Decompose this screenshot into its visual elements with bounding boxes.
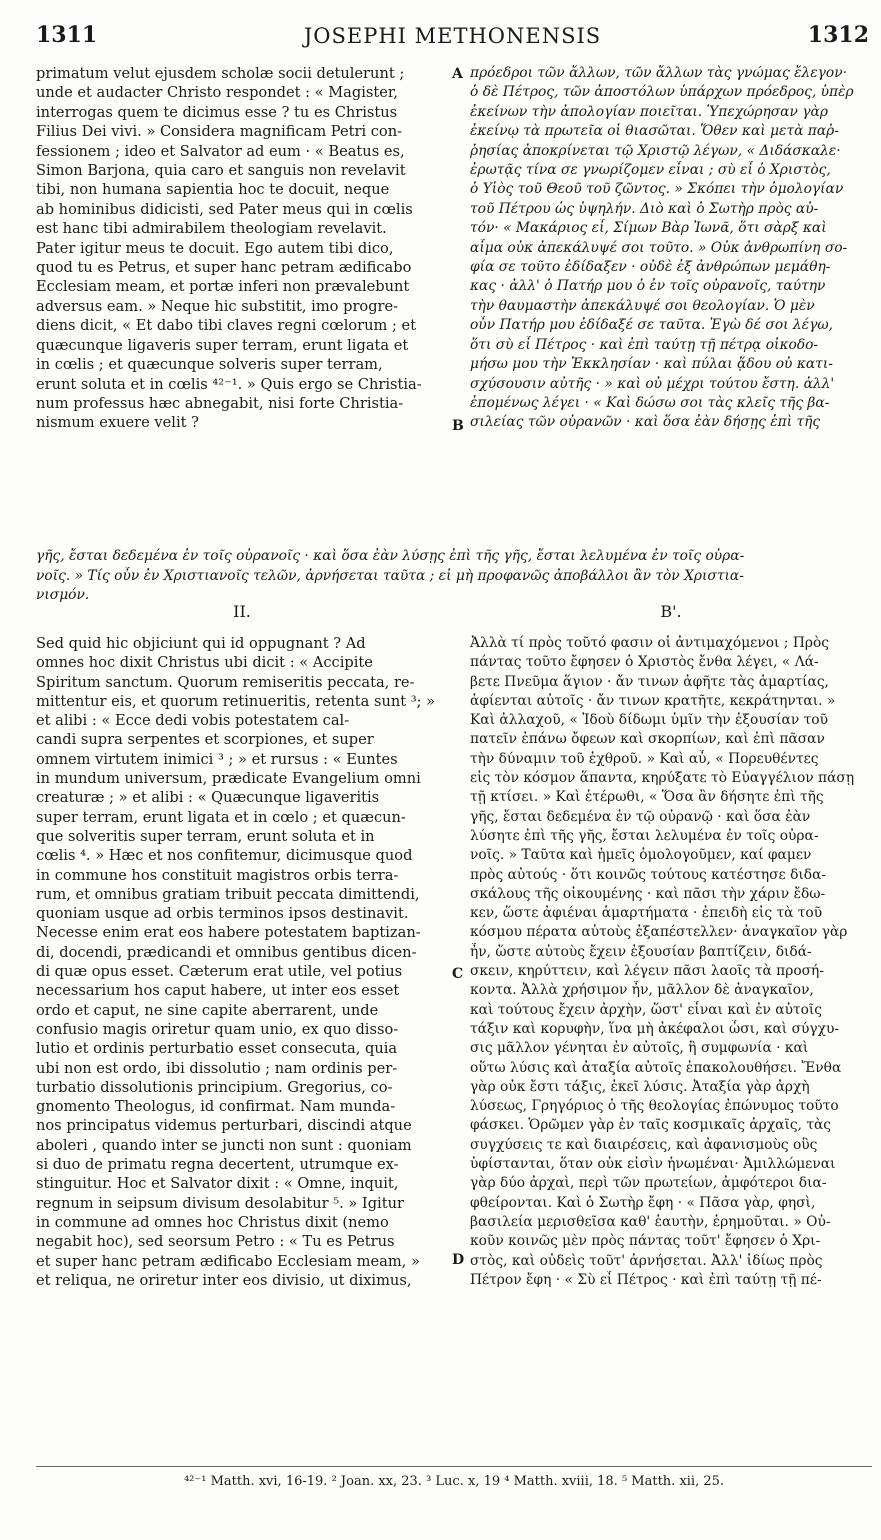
page-number-left: 1311 [36,22,98,48]
greek-text-line: ῥησίας ἀποκρίνεται τῷ Χριστῷ λέγων, « Διδάσκαλε· [470,142,841,159]
latin-text-line: et reliqua, ne oriretur inter eos divisio, ut diximus, [36,1271,412,1289]
margin-letter-d: D [452,1252,465,1268]
latin-text-line: tibi, non humana sapientia hoc te docuit, neque [36,181,390,199]
running-title: JOSEPHI METHONENSIS [303,24,602,48]
greek-text-line: τῇ κτίσει. » Καὶ ἑτέρωθι, « Ὅσα ἂν δήσητε ἐπὶ τῆς [470,789,824,806]
greek-text-line: ἐκείνων τὴν ἀπολογίαν ποιεῖται. Ὑπεχώρησαν γὰρ [470,103,828,120]
latin-text-line: Pater igitur meus te docuit. Ego autem tibi dico, [36,239,394,257]
running-header [36,22,869,62]
margin-letter-b: B [452,418,464,434]
latin-text-line: fessionem ; ideo et Salvator ad eum · « Beatus es, [36,142,405,160]
greek-text-line: Καὶ ἀλλαχοῦ, « Ἰδοὺ δίδωμι ὑμῖν τὴν ἐξουσίαν τοῦ [470,712,828,729]
latin-text-line: gnomento Theologus, id confirmat. Nam munda- [36,1098,396,1116]
latin-text-line: Simon Barjona, quia caro et sanguis non revelavit [36,162,406,180]
greek-text-line: ὁ Υἱὸς τοῦ Θεοῦ τοῦ ζῶντος. » Σκόπει τὴν ὁμολογίαν [470,181,844,198]
latin-text-line: ubi non est ordo, ibi dissolutio ; nam ordinis per- [36,1059,398,1077]
latin-text-line: lutio et ordinis perturbatio esset consecuta, quia [36,1040,398,1058]
latin-text-line: aboleri , quando inter se juncti non sunt : quoniam [36,1136,412,1154]
greek-full-line-2-text: νοῖς. » Τίς οὖν ἐν Χριστιανοῖς τελῶν, ἀρνήσεται ταῦτα ; εἰ μὴ προφανῶς ἀποβάλλοι ἂν τὸν Χριστια- [36,568,744,584]
greek-text-line: Πέτρον ἔφη · « Σὺ εἶ Πέτρος · καὶ ἐπὶ ταύτῃ τῇ πέ- [470,1271,822,1288]
latin-text-line: primatum velut ejusdem scholæ socii detulerunt ; [36,65,405,82]
latin-text-line: di quæ opus esset. Cæterum erat utile, vel potius [36,963,403,981]
latin-text-line: rum, et omnibus gratiam tribuit peccata dimittendi, [36,885,420,903]
latin-text-line: si duo de primatu regna decertent, utrumque ex- [36,1156,399,1174]
latin-text-line: quoniam usque ad orbis terminos ipsos destinavit. [36,905,409,923]
latin-text-line: in mundum universum, prædicate Evangelium omni [36,770,421,788]
latin-text-line: mittentur eis, et quorum retinueritis, retenta sunt ³; » [36,692,436,710]
greek-text-line: ἦν, ὥστε αὐτοὺς ἔχειν ἐξουσίαν βαπτίζειν, διδά- [470,943,812,960]
greek-text-line: σκάλους τῆς οἰκουμένης · καὶ πᾶσι τὴν χάριν ἔδω- [470,885,826,902]
greek-text-line: ὁ δὲ Πέτρος, τῶν ἀποστόλων ὑπάρχων πρόεδρος, ὑπὲρ [470,84,854,101]
latin-text-line: nos principatus videmus perturbari, discindi atque [36,1117,412,1135]
greek-full-line-3-text: νισμόν. [36,587,90,604]
greek-full-line-1: γῆς, ἔσται δεδεμένα ἐν τοῖς οὐρανοῖς · καὶ ὅσα ἐὰν λύσῃς ἐπὶ τῆς γῆς, ἔσται λελυμένα ἐν τοῖς οὐρα- [36,548,745,564]
greek-text-line: κόσμου πέρατα αὐτοὺς ἐξαπέστελλεν· ἀναγκαῖον γὰρ [470,924,848,941]
greek-text-line: γῆς, ἔσται δεδεμένα ἐν τῷ οὐρανῷ · καὶ ὅσα ἐὰν [470,808,811,825]
latin-text-line: que solveritis super terram, erunt soluta et in [36,827,375,845]
latin-text-line: Necesse enim erat eos habere potestatem baptizan- [36,924,421,942]
greek-text-line: Ἀλλὰ τί πρὸς τοῦτό φασιν οἱ ἀντιμαχόμενοι ; Πρὸς [470,635,830,651]
greek-text-line: κας · ἀλλ' ὁ Πατήρ μου ὁ ἐν τοῖς οὐρανοῖς, ταύτην [470,278,826,295]
greek-text-line: ἐκείνῳ τὰ πρωτεῖα οἱ θιασῶται. Ὅθεν καὶ μετὰ παῤ- [470,123,839,140]
latin-text-line: in commune hos constituit magistros orbis terra- [36,866,399,884]
latin-text-line: super terram, erunt ligata et in cœlo ; et quæcun- [36,808,406,826]
latin-text-line: cœlis ⁴. » Hæc et nos confitemur, dicimusque quod [36,847,413,865]
latin-text-line: turbatio dissolutionis principium. Gregorius, co- [36,1078,393,1096]
greek-text-line: φάσκει. Ὁρῶμεν γὰρ ἐν ταῖς κοσμικαῖς ἀρχαῖς, τὰς [470,1117,832,1134]
latin-text-line: regnum in seipsum divisum desolabitur ⁵. » Igitur [36,1194,404,1212]
greek-text-line: τὴν θαυμαστὴν ἀπεκάλυψέ σοι θεολογίαν. Ὁ μὲν [470,297,815,314]
greek-text-line: κοντα. Ἀλλὰ χρήσιμον ἦν, μᾶλλον δὲ ἀναγκαῖον, [470,982,814,999]
greek-text-line: γὰρ δύο ἀρχαὶ, περὶ τῶν πρωτείων, ἀμφότεροι δια- [470,1175,827,1192]
latin-text-line: necessarium hos caput habere, ut inter eos esset [36,982,400,1000]
latin-text-line: omnem virtutem inimici ³ ; » et rursus : « Euntes [36,750,398,768]
greek-full-line-2 [36,567,872,606]
greek-text-line: οὖν Πατήρ μου ἐδίδαξέ σε ταῦτα. Ἐγὼ δέ σοι λέγω, [470,317,833,334]
greek-text-line: πατεῖν ἐπάνω ὄφεων καὶ σκορπίων, καὶ ἐπὶ πᾶσαν [470,731,825,748]
footnotes: ⁴²⁻¹ Matth. xvi, 16-19. ² Joan. xx, 23. ³ Luc. x, 19 ⁴ Matth. xviii, 18. ⁵ Matth. xii, 25. [183,1474,725,1489]
latin-text-line: Filius Dei vivi. » Considera magnificam Petri con- [36,123,403,141]
latin-text-line: num professus hæc abnegabit, nisi forte Christia- [36,394,404,412]
greek-text-line: τὴν δύναμιν τοῦ ἐχθροῦ. » Καὶ αὖ, « Πορευθέντες [470,750,819,767]
latin-text-line: adversus eam. » Neque hic substitit, imo progre- [36,297,399,315]
latin-text-line: nismum exuere velit ? [36,414,199,432]
greek-text-line: βετε Πνεῦμα ἅγιον · ἄν τινων ἀφῆτε τὰς ἁμαρτίας, [470,673,829,690]
latin-text-line: Sed quid hic objiciunt qui id oppugnant ? Ad [36,635,366,652]
greek-text-line: σχύσουσιν αὐτῆς · » καὶ οὐ μέχρι τούτου ἔστη. ἀλλ' [470,375,835,392]
greek-text-line: λύσητε ἐπὶ τῆς γῆς, ἔσται λελυμένα ἐν τοῖς οὐρα- [470,827,819,844]
latin-text-line: ordo et caput, ne sine capite aberrarent, unde [36,1001,379,1019]
latin-text-line: stinguitur. Hoc et Salvator dixit : « Omne, inquit, [36,1175,399,1193]
greek-text-line: αἷμα οὐκ ἀπεκάλυψέ σοι τοῦτο. » Οὐκ ἀνθρωπίνη σο- [470,239,848,256]
latin-column-top [36,64,448,433]
greek-text-line: συγχύσεις τε καὶ διαιρέσεις, καὶ ἀφανισμοὺς οὓς [470,1136,818,1153]
latin-text-line: quod tu es Petrus, et super hanc petram ædificabo [36,259,412,277]
greek-text-line: ἀφίενται αὐτοῖς · ἄν τινων κρατῆτε, κεκράτηνται. » [470,692,836,709]
greek-text-line: στὸς, καὶ οὐδεὶς τοῦτ' ἀρνήσεται. Ἀλλ' ἰδίως πρὸς [470,1252,823,1269]
greek-text-line: γὰρ οὐκ ἔστι τάξις, ἐκεῖ λύσις. Ἀταξία γὰρ ἀρχὴ [470,1078,810,1095]
latin-text-line: confusio magis oriretur quam unio, ex quo disso- [36,1020,399,1038]
greek-column-bottom [470,634,872,1290]
greek-text-line: λύσεως, Γρηγόριος ὁ τῆς θεολογίας ἐπώνυμος τοῦτο [470,1098,839,1115]
greek-text-line: τόν· « Μακάριος εἶ, Σίμων Βὰρ Ἰωνᾶ, ὅτι σὰρξ καὶ [470,220,827,237]
greek-text-line: οὕτω λύσις καὶ ἀταξία αὐτοῖς ἐπακολουθήσει. Ἔνθα [470,1059,842,1076]
latin-text-line: ab hominibus didicisti, sed Pater meus qui in cœlis [36,200,413,218]
latin-text-line: di, docendi, prædicandi et omnibus gentibus dicen- [36,943,417,961]
greek-text-line: κοῦν κοινῶς μὲν πρὸς πάντας τοῦτ' ἔφησεν ὁ Χρι- [470,1233,821,1250]
greek-text-line: εἰς τὸν κόσμον ἅπαντα, κηρύξατε τὸ Εὐαγγέλιον πάσῃ [470,770,855,787]
latin-text-line: omnes hoc dixit Christus ubi dicit : « Accipite [36,654,373,672]
greek-text-line: φία σε τοῦτο ἐδίδαξεν · οὐδὲ ἐξ ἀνθρώπων μεμάθη- [470,259,831,276]
greek-column-top [470,64,872,433]
greek-text-line: ἐρωτᾷς τίνα σε γνωρίζομεν εἶναι ; σὺ εἶ ὁ Χριστὸς, [470,162,831,179]
section-heading-latin: II. [233,602,251,621]
greek-text-line: τάξιν καὶ κορυφὴν, ἵνα μὴ ἀκέφαλοι ὦσι, καὶ σύγχυ- [470,1020,840,1037]
latin-text-line: Ecclesiam meam, et portæ inferi non prævalebunt [36,278,410,296]
latin-text-line: et super hanc petram ædificabo Ecclesiam meam, » [36,1252,420,1270]
footnote-rule [36,1466,872,1467]
latin-text-line: creaturæ ; » et alibi : « Quæcunque ligaveritis [36,789,380,807]
latin-text-line: et alibi : « Ecce dedi vobis potestatem cal- [36,712,350,730]
greek-text-line: σκειν, κηρύττειν, καὶ λέγειν πᾶσι λαοῖς τὰ προσή- [470,963,824,980]
greek-text-line: κεν, ὥστε ἀφιέναι ἁμαρτήματα · ἐπειδὴ εἰς τὰ τοῦ [470,905,823,922]
greek-text-line: νοῖς. » Ταῦτα καὶ ἡμεῖς ὁμολογοῦμεν, καί φαμεν [470,847,812,864]
latin-column-bottom [36,634,448,1290]
latin-text-line: Spiritum sanctum. Quorum remiseritis peccata, re- [36,673,415,691]
greek-text-line: καὶ τούτους ἔχειν ἀρχὴν, ὥστ' εἶναι καὶ ἐν αὐτοῖς [470,1001,823,1018]
latin-text-line: interrogas quem te dicimus esse ? tu es Christus [36,103,398,121]
greek-text-line: πρόεδροι τῶν ἄλλων, τῶν ἄλλων τὰς γνώμας ἔλεγον· [470,65,847,81]
greek-text-line: πρὸς αὐτούς · ὅτι κοινῶς τούτους κατέστησε διδα- [470,866,827,883]
latin-text-line: diens dicit, « Et dabo tibi claves regni cœlorum ; et [36,317,417,335]
latin-text-line: erunt soluta et in cœlis ⁴²⁻¹. » Quis ergo se Christia- [36,375,422,393]
latin-text-line: unde et audacter Christo respondet : « Magister, [36,84,398,102]
greek-text-line: ἐπομένως λέγει · « Καὶ δώσω σοι τὰς κλεῖς τῆς βα- [470,394,830,411]
greek-text-line: βασιλεία μερισθεῖσα καθ' ἑαυτὴν, ἐρημοῦται. » Οὐ- [470,1213,831,1230]
page-number-right: 1312 [807,22,869,48]
section-heading-greek: Β'. [660,602,682,621]
greek-text-line: πάντας τοῦτο ἔφησεν ὁ Χριστὸς ἔνθα λέγει, « Λά- [470,654,819,671]
greek-text-line: ὑφίστανται, ὅταν οὐκ εἰσὶν ἡνωμέναι· Ἀμιλλώμεναι [470,1156,836,1173]
greek-text-line: σιλείας τῶν οὐρανῶν · καὶ ὅσα ἐὰν δήσῃς ἐπὶ τῆς [470,414,821,431]
greek-text-line: ὅτι σὺ εἶ Πέτρος · καὶ ἐπὶ ταύτῃ τῇ πέτρᾳ οἰκοδο- [470,336,819,353]
margin-letter-c: C [452,966,464,982]
greek-text-line: φθείρονται. Καὶ ὁ Σωτὴρ ἔφη · « Πᾶσα γὰρ, φησὶ, [470,1194,816,1211]
greek-text-line: σις μᾶλλον γένηται ἐν αὐτοῖς, ἢ συμφωνία · καὶ [470,1040,809,1057]
latin-text-line: negabit hoc), sed seorsum Petro : « Tu es Petrus [36,1233,395,1251]
latin-text-line: in cœlis ; et quæcunque solveris super terram, [36,356,383,374]
latin-text-line: in commune ad omnes hoc Christus dixit (nemo [36,1213,389,1231]
latin-text-line: est hanc tibi admirabilem theologiam revelavit. [36,220,387,238]
greek-text-line: τοῦ Πέτρου ὡς ὑψηλήν. Διὸ καὶ ὁ Σωτὴρ πρὸς αὐ- [470,200,819,217]
greek-text-line: μήσω μου τὴν Ἐκκλησίαν · καὶ πύλαι ᾅδου οὐ κατι- [470,356,833,373]
latin-text-line: candi supra serpentes et scorpiones, et super [36,731,374,749]
margin-letter-a: A [452,66,463,82]
latin-text-line: quæcunque ligaveris super terram, erunt ligata et [36,336,409,354]
